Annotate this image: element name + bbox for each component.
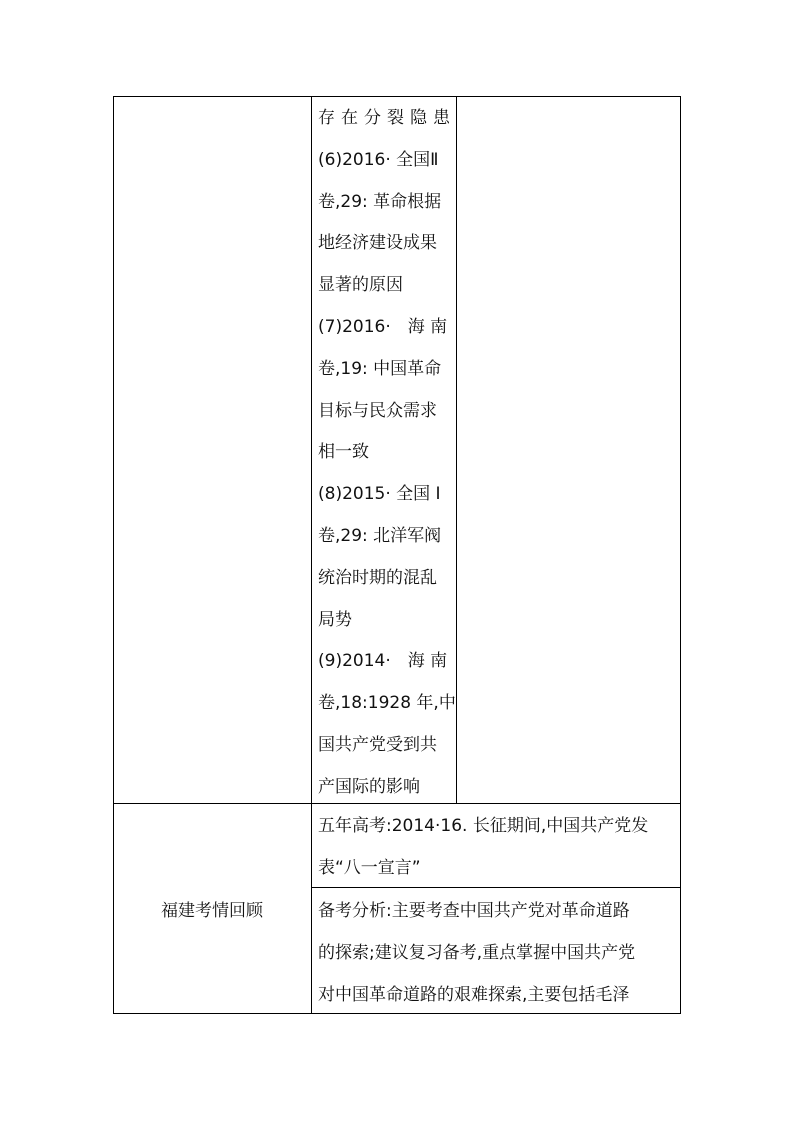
exam-list-line: 地经济建设成果 bbox=[318, 233, 437, 254]
exam-list-line: (6)2016· 全国Ⅱ bbox=[318, 149, 439, 170]
five-year-cell bbox=[318, 806, 675, 890]
exam-list-line: 卷,29: 北洋军阀 bbox=[318, 525, 442, 546]
exam-list-line: 相一致 bbox=[318, 442, 369, 463]
exam-list-line: 国共产党受到共 bbox=[318, 734, 437, 755]
exam-list-line: 目标与民众需求 bbox=[318, 400, 437, 421]
five-year-line: 表“八一宣言” bbox=[318, 857, 421, 878]
column-divider-1 bbox=[311, 96, 312, 1014]
exam-list-line: (9)2014· 海 南 bbox=[318, 651, 448, 672]
exam-list-cell bbox=[318, 98, 456, 809]
exam-list-line: 卷,29: 革命根据 bbox=[318, 191, 442, 212]
exam-list-line: 统治时期的混乱 bbox=[318, 567, 437, 588]
analysis-cell bbox=[318, 891, 675, 1016]
exam-list-line: 卷,19: 中国革命 bbox=[318, 358, 442, 379]
analysis-line: 备考分析:主要考查中国共产党对革命道路 bbox=[318, 901, 630, 921]
exam-list-line: (7)2016· 海 南 bbox=[318, 316, 448, 337]
exam-list-line: 显著的原因 bbox=[318, 275, 403, 296]
exam-list-line: 产国际的影响 bbox=[318, 776, 420, 797]
fujian-review-label: 福建考情回顾 bbox=[161, 901, 263, 921]
exam-list-line: 存在分裂隐患 bbox=[318, 108, 450, 128]
exam-list-line: 卷,18:1928 年,中 bbox=[318, 693, 456, 714]
exam-list-line: 局势 bbox=[318, 609, 352, 630]
column-divider-2 bbox=[456, 96, 457, 803]
five-year-line: 五年高考:2014·16. 长征期间,中国共产党发 bbox=[318, 816, 649, 836]
analysis-line: 对中国革命道路的艰难探索,主要包括毛泽 bbox=[318, 984, 630, 1005]
analysis-line: 的探索;建议复习备考,重点掌握中国共产党 bbox=[318, 942, 636, 963]
exam-list-line: (8)2015· 全国 Ⅰ bbox=[318, 484, 441, 505]
